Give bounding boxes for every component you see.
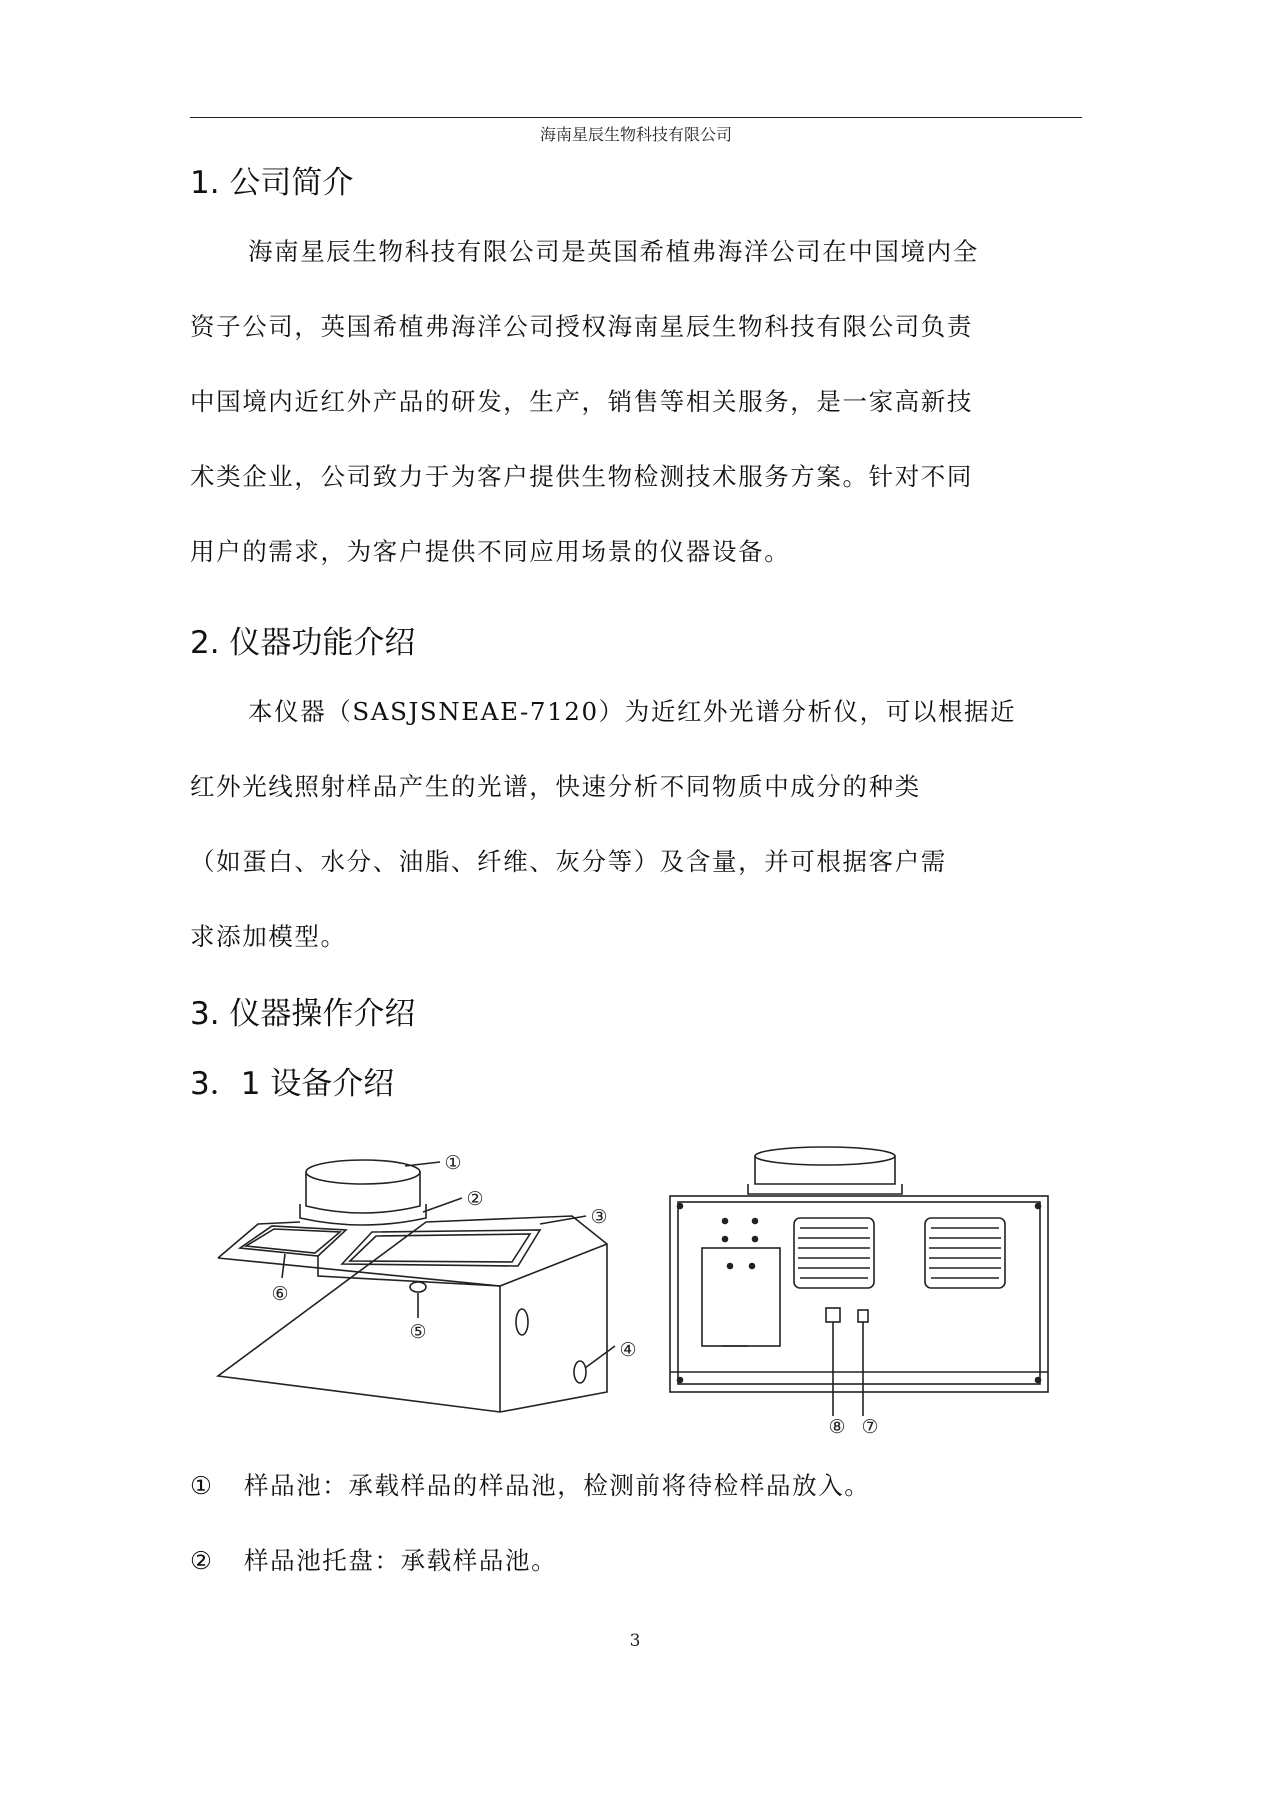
screw bbox=[753, 1237, 758, 1242]
callout-4: ④ bbox=[619, 1339, 637, 1361]
legend-number: ① bbox=[190, 1471, 214, 1500]
paragraph-line: （如蛋白、水分、油脂、纤维、灰分等）及含量，并可根据客户需 bbox=[190, 847, 947, 876]
page-number: 3 bbox=[629, 1631, 641, 1651]
device-body-outline bbox=[218, 1216, 607, 1412]
callout-3: ③ bbox=[590, 1206, 608, 1228]
section-3-1-subtitle: 3．1 设备介绍 bbox=[190, 1066, 395, 1102]
paragraph-line: 求添加模型。 bbox=[190, 922, 347, 951]
sample-cup-top bbox=[306, 1160, 420, 1184]
section-2-paragraph bbox=[190, 674, 1088, 974]
device-illustration bbox=[200, 1136, 1070, 1436]
paragraph-line: 红外光线照射样品产生的光谱，快速分析不同物质中成分的种类 bbox=[190, 772, 921, 801]
header-rule bbox=[190, 117, 1082, 118]
fan-left bbox=[794, 1218, 874, 1288]
paragraph-line: 海南星辰生物科技有限公司是英国希植弗海洋公司在中国境内全 bbox=[248, 237, 979, 266]
screw bbox=[678, 1378, 683, 1383]
paragraph-line: 资子公司，英国希植弗海洋公司授权海南星辰生物科技有限公司负责 bbox=[190, 312, 973, 341]
legend-number: ② bbox=[190, 1546, 214, 1575]
paragraph-line: 中国境内近红外产品的研发，生产，销售等相关服务，是一家高新技 bbox=[190, 387, 973, 416]
legend-text: 样品池托盘：承载样品池。 bbox=[244, 1546, 558, 1575]
legend-text: 样品池：承载样品的样品池，检测前将待检样品放入。 bbox=[244, 1471, 871, 1500]
paragraph-line: 本仪器（SASJSNEAE-7120）为近红外光谱分析仪，可以根据近 bbox=[248, 697, 1017, 726]
section-3-title: 3. 仪器操作介绍 bbox=[190, 996, 416, 1032]
power-button bbox=[410, 1282, 426, 1292]
legend-item-2 bbox=[190, 1542, 557, 1577]
screw bbox=[753, 1219, 758, 1224]
paragraph-line: 用户的需求，为客户提供不同应用场景的仪器设备。 bbox=[190, 537, 791, 566]
side-port-lower bbox=[574, 1361, 586, 1383]
connector-7 bbox=[858, 1310, 868, 1322]
fan-right bbox=[925, 1218, 1005, 1288]
callout-5: ⑤ bbox=[409, 1321, 427, 1343]
rear-sample-cup-body bbox=[755, 1156, 895, 1184]
screw bbox=[723, 1219, 728, 1224]
leader-line bbox=[585, 1346, 615, 1368]
device-rear-view bbox=[670, 1147, 1048, 1416]
callout-6: ⑥ bbox=[271, 1283, 289, 1305]
rear-panel-outer bbox=[670, 1196, 1048, 1392]
leader-line bbox=[423, 1198, 462, 1212]
screw bbox=[1036, 1204, 1041, 1209]
sample-cup-body bbox=[306, 1172, 420, 1213]
callout-8: ⑧ bbox=[828, 1416, 846, 1436]
device-figure bbox=[200, 1136, 1070, 1436]
screw bbox=[723, 1237, 728, 1242]
section-1-paragraph bbox=[190, 214, 1088, 589]
screw bbox=[1036, 1378, 1041, 1383]
paragraph-line: 术类企业，公司致力于为客户提供生物检测技术服务方案。针对不同 bbox=[190, 462, 973, 491]
rear-sample-cup-top bbox=[755, 1147, 895, 1165]
callout-2: ② bbox=[466, 1188, 484, 1210]
legend-item-1 bbox=[190, 1467, 870, 1502]
access-plate bbox=[702, 1248, 780, 1346]
rear-panel-inner bbox=[678, 1202, 1040, 1384]
sample-tray bbox=[300, 1204, 426, 1225]
leader-line bbox=[405, 1162, 440, 1166]
callout-1: ① bbox=[444, 1152, 462, 1174]
screw bbox=[728, 1264, 733, 1269]
section-2-title: 2. 仪器功能介绍 bbox=[190, 625, 416, 661]
connector-8 bbox=[826, 1308, 840, 1322]
screw bbox=[750, 1264, 755, 1269]
section-1-title: 1. 公司简介 bbox=[190, 165, 354, 201]
rear-sample-tray bbox=[748, 1184, 902, 1194]
callout-7: ⑦ bbox=[861, 1416, 879, 1436]
leader-line bbox=[282, 1254, 285, 1278]
screw bbox=[678, 1204, 683, 1209]
header-company-name: 海南星辰生物科技有限公司 bbox=[539, 125, 732, 144]
side-port-upper bbox=[516, 1309, 528, 1335]
